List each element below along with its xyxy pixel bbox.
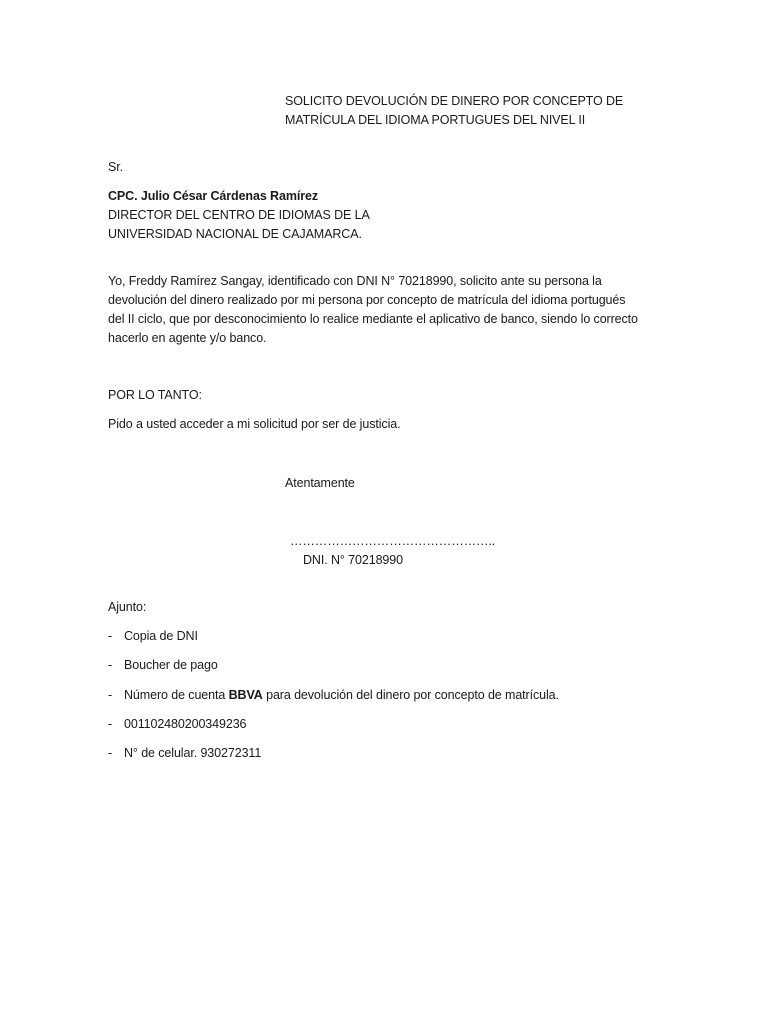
list-dash: - bbox=[108, 658, 113, 672]
attachment-text-after: para devolución del dinero por concepto de matrícula. bbox=[262, 688, 559, 702]
list-dash: - bbox=[108, 629, 113, 643]
list-dash: - bbox=[108, 688, 113, 702]
closing-text: Atentamente bbox=[285, 476, 355, 490]
body-paragraph-line-3: del II ciclo, que por desconocimiento lo realice mediante el aplicativo de banco, siendo lo correcto bbox=[108, 312, 638, 326]
por-lo-tanto-heading: POR LO TANTO: bbox=[108, 388, 202, 402]
bank-name: BBVA bbox=[228, 688, 263, 702]
addressee-title-line-2: UNIVERSIDAD NACIONAL DE CAJAMARCA. bbox=[108, 227, 362, 241]
list-dash: - bbox=[108, 717, 113, 731]
body-paragraph-line-1: Yo, Freddy Ramírez Sangay, identificado con DNI N° 70218990, solicito ante su persona la bbox=[108, 274, 602, 288]
body-paragraph-line-4: hacerlo en agente y/o banco. bbox=[108, 331, 267, 345]
subject-line-2: MATRÍCULA DEL IDIOMA PORTUGUES DEL NIVEL II bbox=[285, 113, 586, 127]
attachment-item bbox=[108, 627, 198, 646]
request-text: Pido a usted acceder a mi solicitud por ser de justicia. bbox=[108, 417, 401, 431]
salutation: Sr. bbox=[108, 160, 123, 174]
signature-line: ………………………………………….. bbox=[290, 534, 496, 548]
attachments-heading: Ajunto: bbox=[108, 600, 147, 614]
attachment-item bbox=[108, 715, 246, 734]
attachment-item bbox=[108, 686, 559, 705]
account-number: 001102480200349236 bbox=[124, 717, 247, 731]
attachment-text: Copia de DNI bbox=[124, 629, 198, 643]
attachment-item bbox=[108, 656, 218, 675]
list-dash: - bbox=[108, 746, 113, 760]
phone-number: N° de celular. 930272311 bbox=[124, 746, 262, 760]
subject-line-1: SOLICITO DEVOLUCIÓN DE DINERO POR CONCEPTO DE bbox=[285, 94, 624, 108]
body-paragraph-line-2: devolución del dinero realizado por mi persona por concepto de matrícula del idioma portugués bbox=[108, 293, 626, 307]
attachment-text: Boucher de pago bbox=[124, 658, 218, 672]
attachment-item bbox=[108, 744, 261, 763]
addressee-title-line-1: DIRECTOR DEL CENTRO DE IDIOMAS DE LA bbox=[108, 208, 370, 222]
signature-dni: DNI. N° 70218990 bbox=[303, 553, 403, 567]
addressee-name: CPC. Julio César Cárdenas Ramírez bbox=[108, 189, 318, 203]
attachment-text-before: Número de cuenta bbox=[124, 688, 229, 702]
